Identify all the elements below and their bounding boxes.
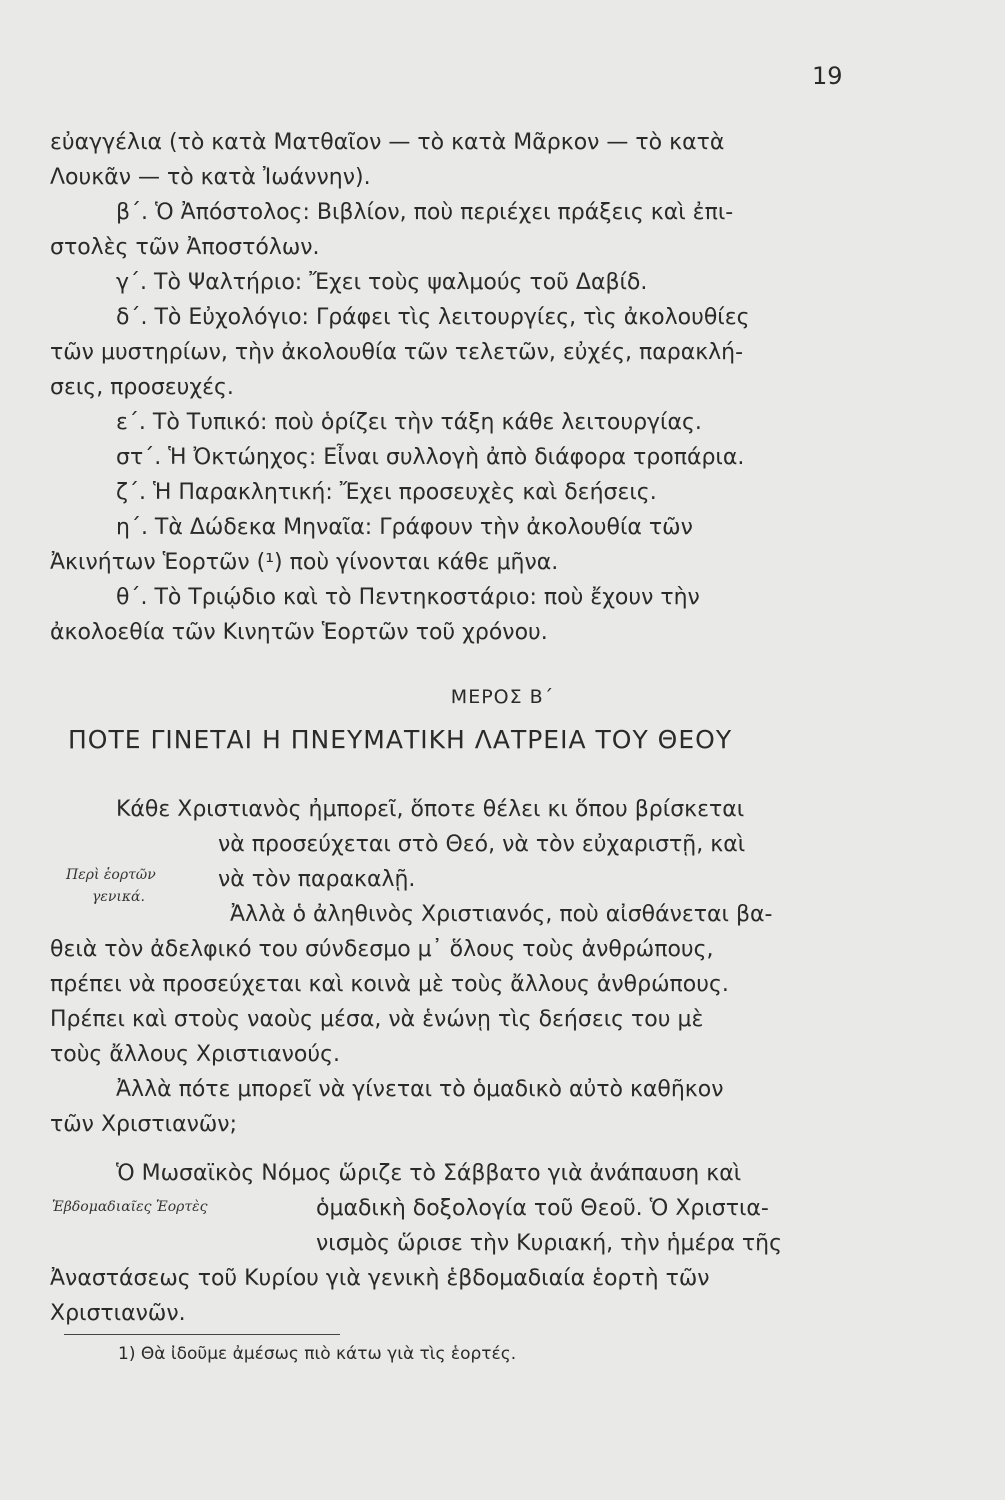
text-line: ὁμαδικὴ δοξολογία τοῦ Θεοῦ. Ὁ Χριστια- (316, 1196, 769, 1221)
text-line: εὐαγγέλια (τὸ κατὰ Ματθαῖον — τὸ κατὰ Μᾶρκον — τὸ κατὰ (50, 130, 725, 155)
text-line: σεις, προσευχές. (50, 375, 234, 400)
text-line: Ὁ Μωσαϊκὸς Νόμος ὥριζε τὸ Σάββατο γιὰ ἀνάπαυση καὶ (116, 1161, 742, 1186)
text-line: πρέπει νὰ προσεύχεται καὶ κοινὰ μὲ τοὺς ἄλλους ἀνθρώπους. (50, 972, 729, 997)
page-number: 19 (812, 62, 843, 90)
section-paragraphs-2 (50, 1156, 870, 1331)
text-line: Ἀλλὰ πότε μπορεῖ νὰ γίνεται τὸ ὁμαδικὸ αὐτὸ καθῆκον (116, 1077, 724, 1102)
text-line: Ἀναστάσεως τοῦ Κυρίου γιὰ γενικὴ ἑβδομαδιαία ἑορτὴ τῶν (50, 1266, 710, 1291)
text-line: στ΄. Ἡ Ὀκτώηχος: Εἶναι συλλογὴ ἀπὸ διάφορα τροπάρια. (116, 445, 745, 470)
text-line: θ΄. Τὸ Τριῴδιο καὶ τὸ Πεντηκοστάριο: ποὺ ἔχουν τὴν (116, 585, 700, 610)
text-line: Ἀκινήτων Ἑορτῶν (¹) ποὺ γίνονται κάθε μῆνα. (50, 550, 559, 575)
text-line: ἀκολοεθία τῶν Κινητῶν Ἑορτῶν τοῦ χρόνου. (50, 620, 548, 645)
text-line: ζ΄. Ἡ Παρακλητική: Ἔχει προσευχὲς καὶ δεήσεις. (116, 480, 657, 505)
text-line: νὰ προσεύχεται στὸ Θεό, νὰ τὸν εὐχαριστῇ, καὶ (218, 832, 746, 857)
footnote: 1) Θὰ ἰδοῦμε ἀμέσως πιὸ κάτω γιὰ τὶς ἑορτές. (118, 1344, 517, 1364)
margin-note-line: Περὶ ἑορτῶν (66, 867, 156, 883)
text-line: δ΄. Τὸ Εὐχολόγιο: Γράφει τὶς λειτουργίες, τὶς ἀκολουθίες (116, 305, 750, 330)
text-line: νὰ τὸν παρακαλῇ. (218, 867, 416, 892)
section-paragraphs (50, 792, 870, 1142)
text-line: τῶν μυστηρίων, τὴν ἀκολουθία τῶν τελετῶν, εὐχές, παρακλή- (50, 340, 744, 365)
text-line: τοὺς ἄλλους Χριστιανούς. (50, 1042, 340, 1067)
text-line: Κάθε Χριστιανὸς ἠμπορεῖ, ὅποτε θέλει κι ὅπου βρίσκεται (116, 797, 745, 822)
text-line: η΄. Τὰ Δώδεκα Μηναῖα: Γράφουν τὴν ἀκολουθία τῶν (116, 515, 693, 540)
text-line: Πρέπει καὶ στοὺς ναοὺς μέσα, νὰ ἑνώνῃ τὶς δεήσεις του μὲ (50, 1007, 704, 1032)
text-line: νισμὸς ὥρισε τὴν Κυριακή, τὴν ἡμέρα τῆς (316, 1231, 782, 1256)
text-line: β΄. Ὁ Ἀπόστολος: Βιβλίον, ποὺ περιέχει πράξεις καὶ ἐπι- (116, 200, 734, 225)
footnote-rule (64, 1334, 340, 1335)
text-line: τῶν Χριστιανῶν; (50, 1112, 237, 1137)
text-line: Χριστιανῶν. (50, 1301, 186, 1326)
text-line: Ἀλλὰ ὁ ἀληθινὸς Χριστιανός, ποὺ αἰσθάνεται βα- (230, 902, 773, 927)
margin-note: Ἑβδομαδιαῖες Ἑορτὲς (52, 1199, 208, 1215)
book-list (50, 125, 870, 650)
section-heading: ΠΟΤΕ ΓΙΝΕΤΑΙ Η ΠΝΕΥΜΑΤΙΚΗ ΛΑΤΡΕΙΑ ΤΟΥ ΘΕΟΥ (68, 725, 733, 754)
text-line: στολὲς τῶν Ἀποστόλων. (50, 235, 320, 260)
text-line: ε΄. Τὸ Τυπικό: ποὺ ὁρίζει τὴν τάξη κάθε λειτουργίας. (116, 410, 702, 435)
part-title: ΜΕΡΟΣ Β΄ (450, 686, 555, 708)
text-line: θειὰ τὸν ἀδελφικό του σύνδεσμο μ᾽ ὅλους τοὺς ἀνθρώπους, (50, 937, 714, 962)
margin-note-line: γενικά. (92, 889, 145, 905)
text-line: γ΄. Τὸ Ψαλτήριο: Ἔχει τοὺς ψαλμούς τοῦ Δαβίδ. (116, 270, 648, 295)
text-line: Λουκᾶν — τὸ κατὰ Ἰωάννην). (50, 165, 371, 190)
